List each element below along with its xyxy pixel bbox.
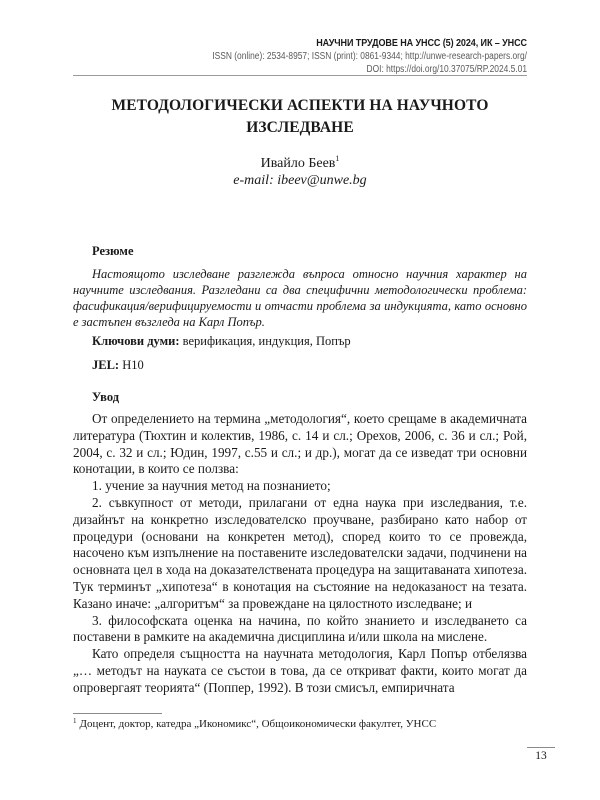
header-divider bbox=[73, 75, 527, 76]
jel-label: JEL: bbox=[92, 358, 120, 372]
keywords-value: верификация, индукция, Попър bbox=[179, 334, 351, 348]
footnote-divider bbox=[73, 713, 162, 714]
title-line-2: ИЗСЛЕДВАНЕ bbox=[246, 119, 354, 136]
footnote-text: Доцент, доктор, катедра „Икономикс“, Общоикономически факултет, УНСС bbox=[79, 718, 437, 730]
author-block bbox=[73, 155, 527, 189]
abstract-text: Настоящото изследване разглежда въпроса относно научния характер на научните изследвания. Разгледани са два специфични методологически проблема: фасификация/верифицируемости и отчасти проблема за индукцията, като основно е застъпен възгледа на Карл Попър. bbox=[73, 267, 527, 329]
page-number: 13 bbox=[535, 750, 547, 762]
body-paragraph: Като определя същността на научната методология, Карл Попър отбелязва „… методът на науката се състои в това, да се откриват факти, които могат да опровергаят теорията“ (Поппер, 1992). В този смисъл, емпиричната bbox=[73, 646, 527, 695]
keywords-line bbox=[92, 333, 351, 349]
title-line-1: МЕТОДОЛОГИЧЕСКИ АСПЕКТИ НА НАУЧНОТО bbox=[111, 97, 489, 114]
paper-title bbox=[73, 95, 527, 139]
jel-line bbox=[92, 357, 144, 373]
issn-line: ISSN (online): 2534-8957; ISSN (print): 0861-9344; http://unwe-research-papers.org/ bbox=[212, 51, 527, 62]
page-number-divider bbox=[527, 747, 555, 748]
keywords-label: Ключови думи: bbox=[92, 334, 180, 348]
author-email: e-mail: ibeev@unwe.bg bbox=[233, 173, 367, 188]
body-paragraph: От определението на термина „методология“, което срещаме в академичната литература (Тюхтин и колектив, 1986, с. 14 и сл.; Орехов, 2006, с. 36 и сл.; Рой, 2004, с. 32 и сл.; Юдин, 1997, с.55 и сл.; и др.), могат да се изведат три основни конотации, в които се ползва: bbox=[73, 411, 527, 477]
author-name: Ивайло Беев bbox=[260, 156, 336, 171]
abstract-heading: Резюме bbox=[92, 244, 134, 258]
introduction-heading: Увод bbox=[92, 390, 120, 404]
doi-line: DOI: https://doi.org/10.37075/RP.2024.5.01 bbox=[366, 64, 527, 75]
footnote-mark: 1 bbox=[73, 717, 77, 725]
author-footnote-mark: 1 bbox=[335, 154, 340, 163]
body-list-item: 3. философската оценка на начина, по който знанието и изследването са поставени в рамките на академична дисциплина и/или школа на мислене. bbox=[73, 612, 527, 645]
body-list-item: 2. съвкупност от методи, прилагани от една наука при изследвания, т.е. дизайнът на конкретно изследователско проучване, разбирано като набор от процедури (основани на конкретен метод), според които то се провежда, насочено към изпълнение на поставените изследователски задачи, подчинени на основната цел в хода на доказателствената процедура на защитаваната хипотеза. Тук терминът „хипотеза“ в конотация на състояние на недоказаност на тезата. Казано иначе: „алгоритъм“ за провеждане на цялостното изследване; и bbox=[73, 494, 527, 611]
jel-value: H10 bbox=[119, 358, 144, 372]
author-name-line bbox=[73, 155, 527, 172]
footnote bbox=[73, 717, 527, 731]
introduction-body bbox=[73, 411, 527, 697]
running-header bbox=[67, 37, 527, 76]
body-list-item: 1. учение за научния метод на познанието; bbox=[92, 478, 331, 494]
journal-title: НАУЧНИ ТРУДОВЕ НА УНСС (5) 2024, ИК – УНСС bbox=[316, 37, 527, 49]
